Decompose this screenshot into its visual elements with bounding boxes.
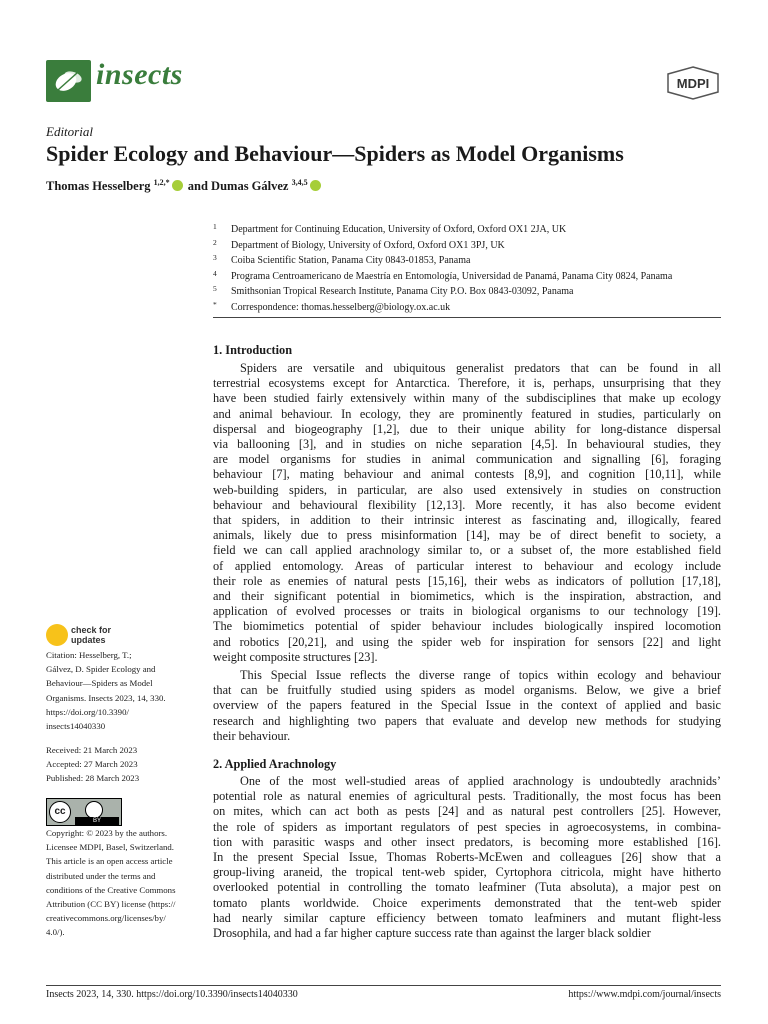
license-link[interactable]: creativecommons.org/licenses/by/ xyxy=(46,913,166,924)
dates-block xyxy=(46,743,196,786)
author-list xyxy=(46,178,323,194)
divider xyxy=(213,317,721,318)
check-updates-icon xyxy=(46,624,68,646)
text-line: that can be fruitfully studied using spiders as model organisms. Below, we give a brief xyxy=(213,683,721,698)
text-line: their role as enemies of natural pests [15,16], their webs as indicators of pollution [17,18], xyxy=(213,573,721,588)
affiliation: 3 Coiba Scientific Station, Panama City 0843-01853, Panama xyxy=(213,253,471,267)
author-affil-sup: 1,2,* xyxy=(153,178,170,187)
section-heading-applied-arachnology: 2. Applied Arachnology xyxy=(213,757,337,771)
copyright-line: Copyright: © 2023 by the authors. xyxy=(46,828,168,838)
orcid-icon[interactable] xyxy=(310,180,321,191)
text-line: the role of spiders as important regulators of pest species in agroecosystems, in combina- xyxy=(213,819,721,834)
text-line: research and highlighting two papers that evaluate and develop new methods for studying xyxy=(213,713,721,728)
text-line: overview of the papers featured in the Special Issue in the context of applied and basic xyxy=(213,698,721,713)
citation-block xyxy=(46,648,196,733)
affiliation: 2 Department of Biology, University of Oxford, Oxford OX1 3PJ, UK xyxy=(213,237,505,251)
text-line: potential role as natural enemies of agricultural pests. Traditionally, the most focus has been xyxy=(213,789,721,804)
text-line: web-building spiders, in particular, are also used extensively in studies on construction xyxy=(213,482,721,497)
citation-line: Citation: Hesselberg, T.; xyxy=(46,650,132,660)
author-conjunction: and xyxy=(187,179,208,194)
journal-logo xyxy=(46,60,91,102)
text-line: terrestrial ecosystems except for Antarctica. Therefore, it is, perhaps, unsurprising that they xyxy=(213,376,721,391)
cc-by-license-icon[interactable] xyxy=(46,798,122,826)
text-line: behaviour [7], mating behaviour and animal contests [8,9], and cognition [10,11], while xyxy=(213,467,721,482)
copyright-line: Licensee MDPI, Basel, Switzerland. xyxy=(46,842,175,853)
text-line: dispersal and biogeography [1,2], due to their unique ability for long-distance dispersal xyxy=(213,421,721,436)
text-line: In the present Special Issue, Thomas Roberts-McEwen and colleagues [26] show that a xyxy=(213,850,721,865)
text-line: of applied entomology. Areas of particular interest to behaviour and ecology include xyxy=(213,558,721,573)
cc-icon: cc xyxy=(49,801,71,823)
copyright-line: This article is an open access article xyxy=(46,856,173,867)
text-line: overlooked potential in controlling the tomato leafminer (Tuta absoluta), a major pest on xyxy=(213,880,721,895)
text-line: on mites, which can act both as pests [24] and as natural pest controllers [25]. However, xyxy=(213,804,721,819)
text-line: via ballooning [3], and in studies on niche separation [4,5]. In behavioural studies, they xyxy=(213,437,721,452)
text-line: animals, likely due to press misinformation [14], may be of direct benefit to society, a xyxy=(213,528,721,543)
copyright-line: conditions of the Creative Commons xyxy=(46,884,176,895)
accepted-date: Accepted: 27 March 2023 xyxy=(46,759,138,770)
insect-logo-icon xyxy=(46,60,91,102)
text-line: tion with parasitic wasps and other insect predators, is becoming more established [16]. xyxy=(213,834,721,849)
text-line: had nearly similar capture efficiency between tomato leafminers and mutant flight-less xyxy=(213,910,721,925)
affiliation: 5 Smithsonian Tropical Research Institute, Panama City P.O. Box 0843-03092, Panama xyxy=(213,284,574,298)
text-line: One of the most well-studied areas of applied arachnology is undoubtedly arachnids’ xyxy=(240,774,721,788)
orcid-icon[interactable] xyxy=(172,180,183,191)
copyright-line: distributed under the terms and xyxy=(46,870,156,881)
affiliation: 4 Programa Centroamericano de Maestría en Entomología, Universidad de Panamá, Panama City 0824, Panama xyxy=(213,268,673,282)
text-line: and their significant potential in biomimetics, which is the inspiration, abstraction, and xyxy=(213,589,721,604)
text-line: field we can call applied arachnology similar to, or a subset of, the more established field xyxy=(213,543,721,558)
correspondence: * Correspondence: thomas.hesselberg@biology.ox.ac.uk xyxy=(213,299,451,313)
text-line: behaviour and behavioural flexibility [12,13]. More recently, it has also become evident xyxy=(213,497,721,512)
paragraph xyxy=(213,361,721,665)
text-line: and animal behaviour. In ecology, they are prominently featured in studies, particularly on xyxy=(213,406,721,421)
author-name[interactable]: Dumas Gálvez xyxy=(211,179,289,194)
check-updates-line1: check for xyxy=(71,625,112,635)
text-line: Spiders are versatile and ubiquitous generalist predators that can be found in all xyxy=(240,361,721,375)
author-affil-sup: 3,4,5 xyxy=(291,178,308,187)
affiliations xyxy=(213,221,672,315)
text-line: Drosophila, and had a far higher capture success rate than against the larger black soldier xyxy=(213,926,651,941)
doi-link[interactable]: https://doi.org/10.3390/ xyxy=(46,706,129,717)
author-name[interactable]: Thomas Hesselberg xyxy=(46,179,151,194)
journal-name[interactable]: insects xyxy=(96,58,183,91)
affiliation: 1 Department for Continuing Education, University of Oxford, Oxford OX1 2JA, UK xyxy=(213,222,567,235)
received-date: Received: 21 March 2023 xyxy=(46,745,138,755)
citation-line: Gálvez, D. Spider Ecology and xyxy=(46,664,156,675)
paragraph xyxy=(213,774,721,941)
footer-divider xyxy=(46,985,721,986)
text-line: group-living araneid, the tropical tent-web spider, Cyrtophora citricola, might have hitherto xyxy=(213,865,721,880)
license-link[interactable]: 4.0/). xyxy=(46,927,65,938)
text-line: tomato plants worldwide. Choice experiments demonstrated that the tent-web spider xyxy=(213,895,721,910)
published-date: Published: 28 March 2023 xyxy=(46,773,140,784)
check-for-updates-badge[interactable] xyxy=(46,624,118,646)
footer-citation[interactable]: Insects 2023, 14, 330. https://doi.org/10.3390/insects14040330 xyxy=(46,989,298,1000)
footer-journal-url[interactable]: https://www.mdpi.com/journal/insects xyxy=(568,989,721,1000)
text-line: are model organisms for studies in animal communication and signalling [6], foraging xyxy=(213,452,721,467)
publisher-name: MDPI xyxy=(676,76,710,91)
text-line: that spiders, in addition to their intrinsic interest as fascinating and, illogically, feared xyxy=(213,513,721,528)
citation-line: Organisms. Insects 2023, 14, 330. xyxy=(46,692,166,703)
text-line: The biomimetics potential of spider behaviour includes biologically inspired locomotion xyxy=(213,619,721,634)
text-line: application of evolved processes or traits in biological organisms to our technology [19]. xyxy=(213,604,721,619)
paragraph xyxy=(213,668,721,744)
doi-link[interactable]: insects14040330 xyxy=(46,721,106,732)
text-line: their behaviour. xyxy=(213,728,291,743)
copyright-block xyxy=(46,826,196,940)
article-title: Spider Ecology and Behaviour—Spiders as Model Organisms xyxy=(46,141,624,166)
by-label: BY xyxy=(75,817,119,825)
citation-line: Behaviour—Spiders as Model xyxy=(46,678,153,689)
check-updates-line2: updates xyxy=(71,635,106,645)
text-line: This Special Issue reflects the diverse range of topics within ecology and behaviour xyxy=(240,668,721,682)
article-type: Editorial xyxy=(46,124,93,139)
text-line: and robotics [20,21], and using the spider web for inspiration for sensors [22] and light xyxy=(213,634,721,649)
section-heading-introduction: 1. Introduction xyxy=(213,343,293,357)
mdpi-logo[interactable] xyxy=(666,66,720,100)
text-line: have been studied fairly extensively within many of the subdisciplines that make up ecology xyxy=(213,391,721,406)
license-link[interactable]: Attribution (CC BY) license (https:// xyxy=(46,899,176,910)
text-line: weight composite structures [23]. xyxy=(213,649,378,664)
